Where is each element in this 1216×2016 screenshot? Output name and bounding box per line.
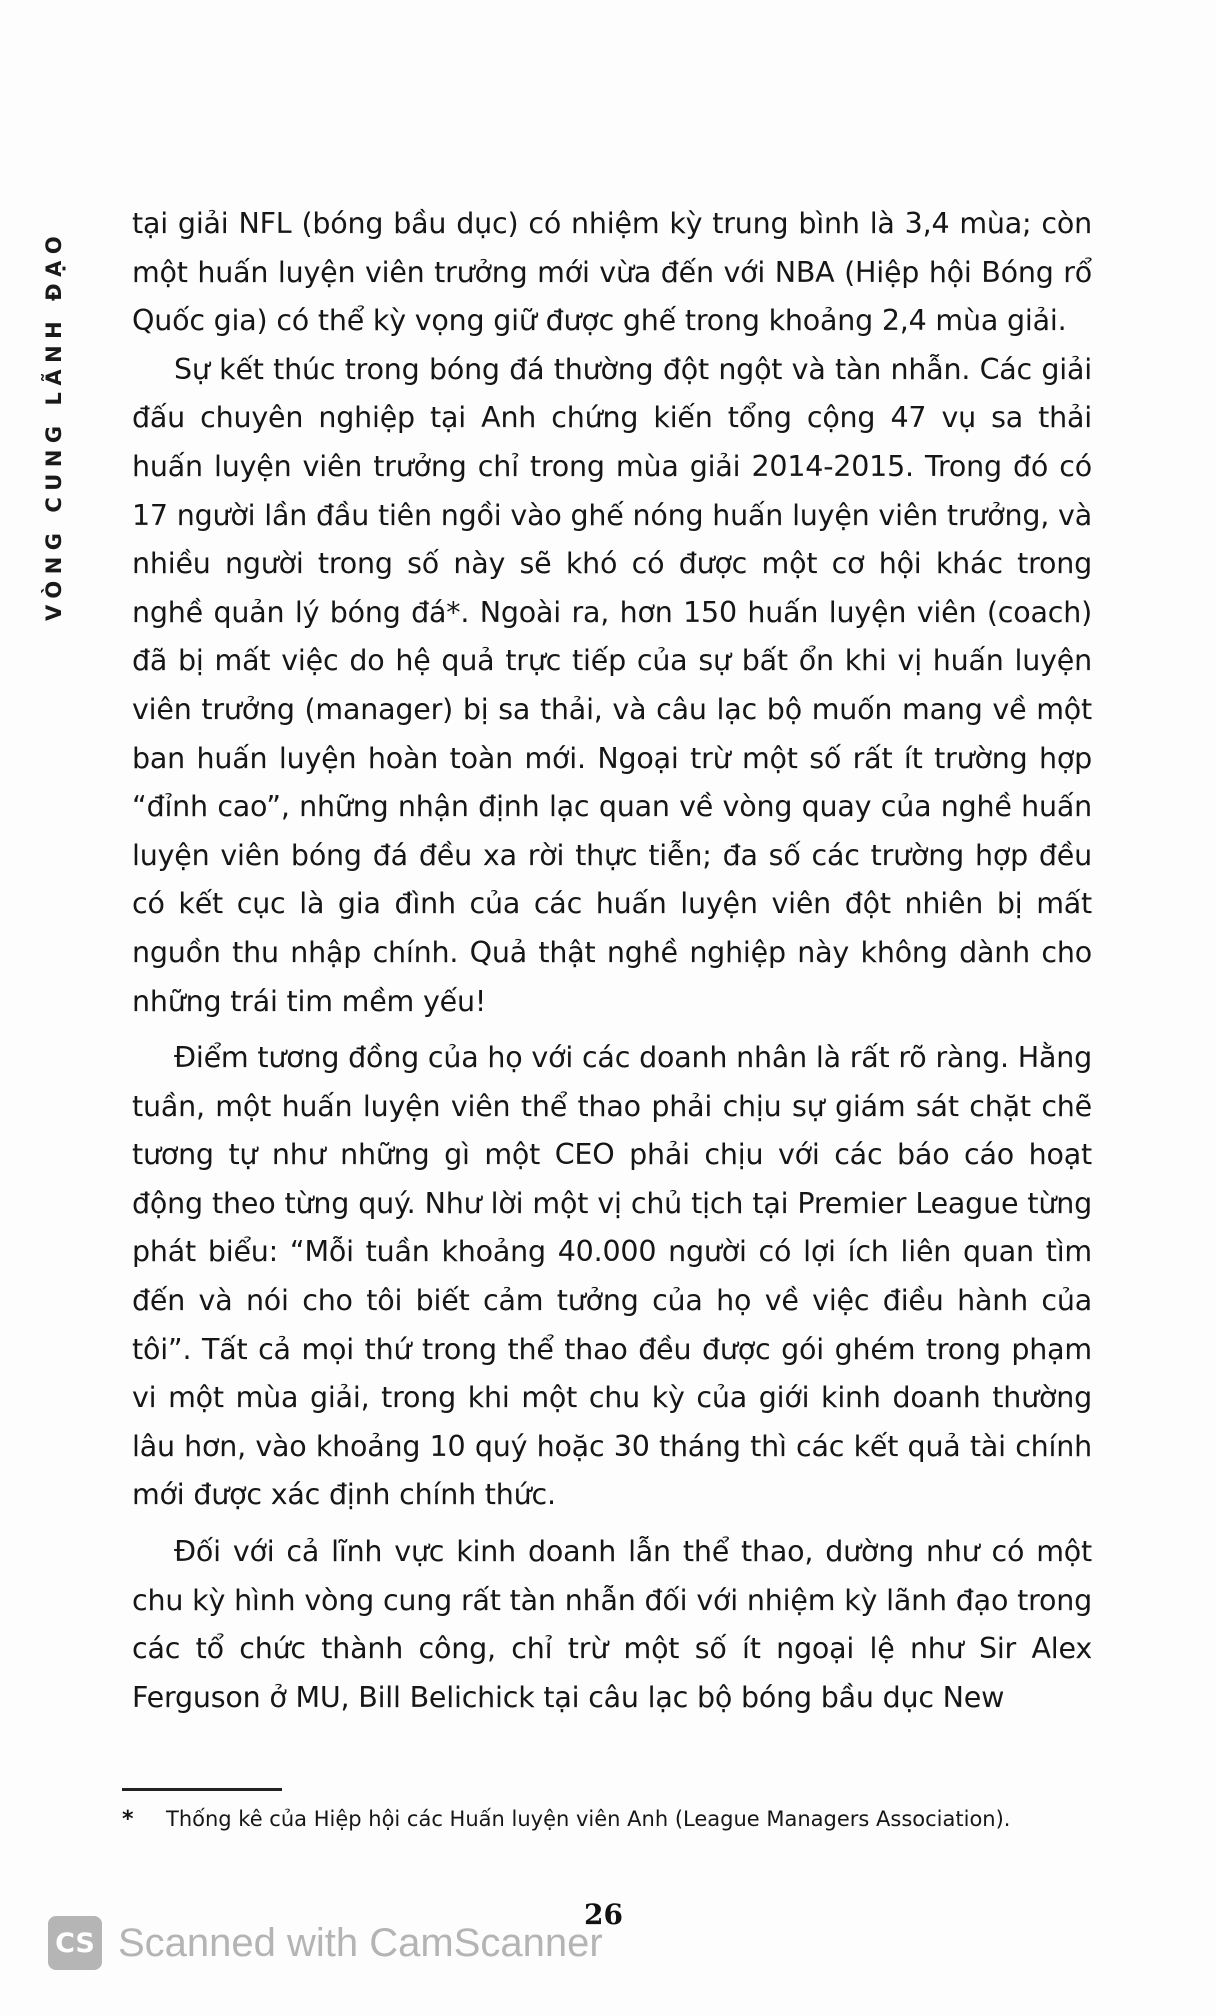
footnote	[122, 1804, 1102, 1835]
footnote-text: Thống kê của Hiệp hội các Huấn luyện viên Anh (League Managers Association).	[166, 1807, 1011, 1831]
running-head: VÒNG CUNG LÃNH ĐẠO	[42, 229, 66, 621]
paragraph-2: Sự kết thúc trong bóng đá thường đột ngột và tàn nhẫn. Các giải đấu chuyên nghiệp tại Anh chứng kiến tổng cộng 47 vụ sa thải huấn luyện viên trưởng chỉ trong mùa giải 2014-2015. Trong đó có 17 người lần đầu tiên ngồi vào ghế nóng huấn luyện viên trưởng, và nhiều người trong số này sẽ khó có được một cơ hội khác trong nghề quản lý bóng đá*. Ngoài ra, hơn 150 huấn luyện viên (coach) đã bị mất việc do hệ quả trực tiếp của sự bất ổn khi vị huấn luyện viên trưởng (manager) bị sa thải, và câu lạc bộ muốn mang về một ban huấn luyện hoàn toàn mới. Ngoại trừ một số rất ít trường hợp “đỉnh cao”, những nhận định lạc quan về vòng quay của nghề huấn luyện viên bóng đá đều xa rời thực tiễn; đa số các trường hợp đều có kết cục là gia đình của các huấn luyện viên đột nhiên bị mất nguồn thu nhập chính. Quả thật nghề nghiệp này không dành cho những trái tim mềm yếu!	[132, 352, 1092, 1018]
body-text	[132, 200, 1092, 1722]
watermark-text: Scanned with CamScanner	[118, 1920, 603, 1965]
page-number: 26	[584, 1898, 623, 1931]
footnote-divider	[122, 1788, 282, 1791]
camscanner-logo-icon: CS	[48, 1916, 102, 1970]
paragraph-3: Điểm tương đồng của họ với các doanh nhân là rất rõ ràng. Hằng tuần, một huấn luyện viên thể thao phải chịu sự giám sát chặt chẽ tương tự như những gì một CEO phải chịu với các báo cáo hoạt động theo từng quý. Như lời một vị chủ tịch tại Premier League từng phát biểu: “Mỗi tuần khoảng 40.000 người có lợi ích liên quan tìm đến và nói cho tôi biết cảm tưởng của họ về việc điều hành của tôi”. Tất cả mọi thứ trong thể thao đều được gói ghém trong phạm vi một mùa giải, trong khi một chu kỳ của giới kinh doanh thường lâu hơn, vào khoảng 10 quý hoặc 30 tháng thì các kết quả tài chính mới được xác định chính thức.	[132, 1041, 1092, 1512]
paragraph-4: Đối với cả lĩnh vực kinh doanh lẫn thể thao, dường như có một chu kỳ hình vòng cung rất tàn nhẫn đối với nhiệm kỳ lãnh đạo trong các tổ chức thành công, chỉ trừ một số ít ngoại lệ như Sir Alex Ferguson ở MU, Bill Belichick tại câu lạc bộ bóng bầu dục New	[132, 1535, 1092, 1714]
footnote-marker: *	[122, 1807, 134, 1832]
paragraph-1: tại giải NFL (bóng bầu dục) có nhiệm kỳ trung bình là 3,4 mùa; còn một huấn luyện viên trưởng mới vừa đến với NBA (Hiệp hội Bóng rổ Quốc gia) có thể kỳ vọng giữ được ghế trong khoảng 2,4 mùa giải.	[132, 207, 1092, 338]
scanner-watermark	[48, 1916, 603, 1970]
